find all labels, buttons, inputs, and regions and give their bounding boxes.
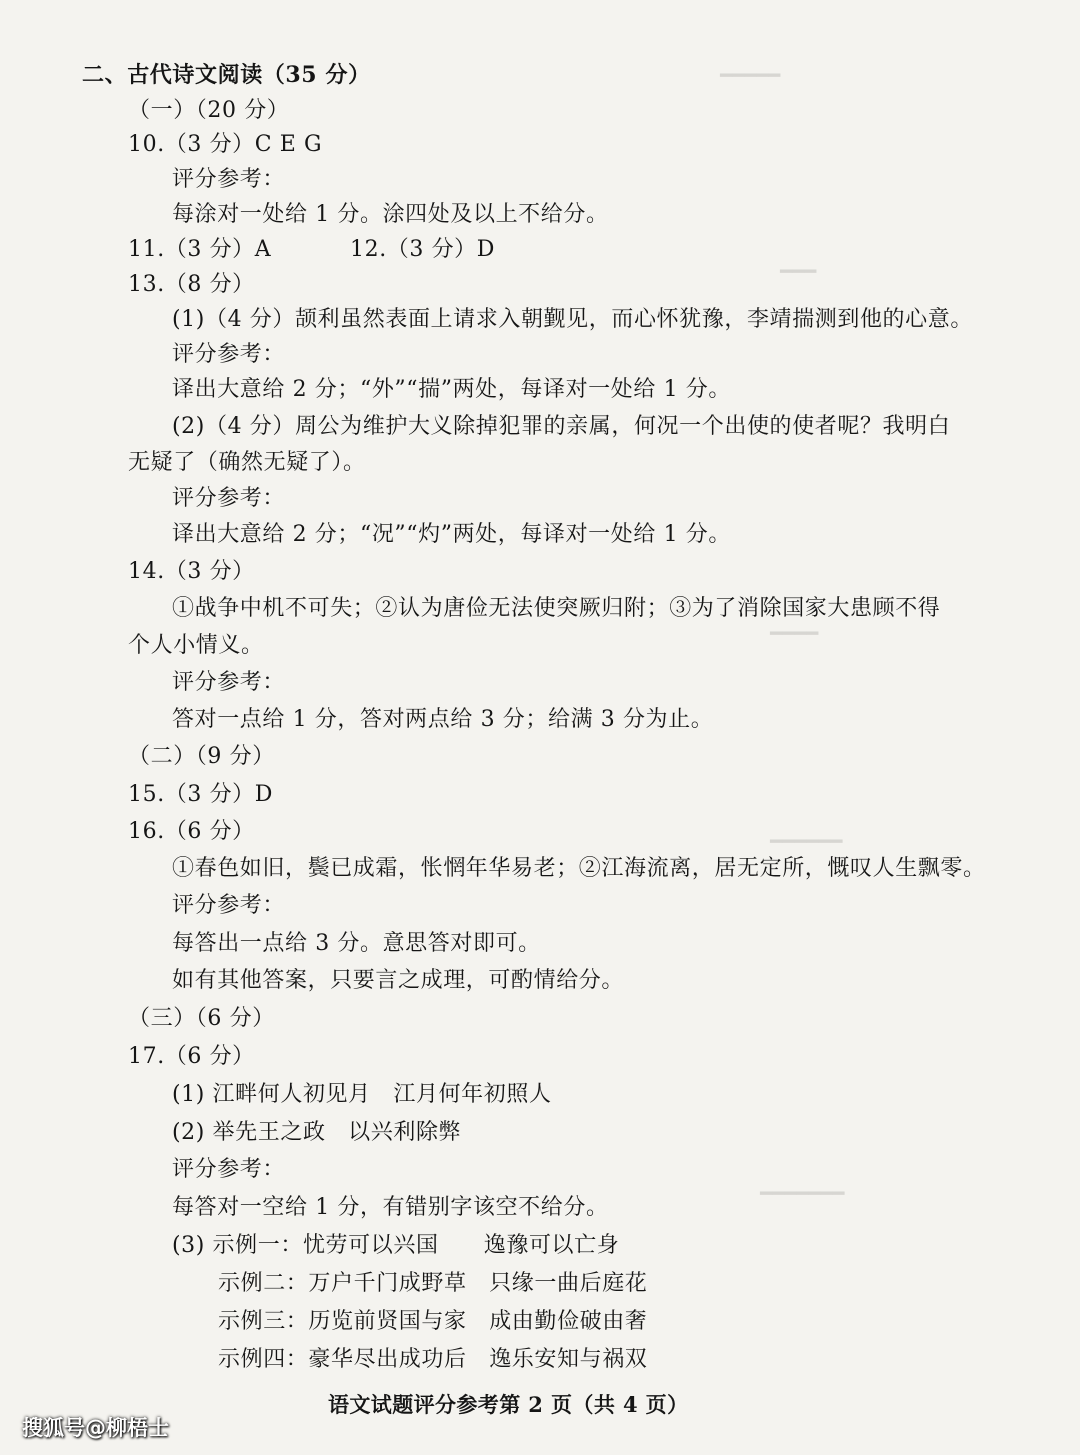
question-17-example-2: 示例二：万户千门成野草 只缘一曲后庭花 (218, 1271, 648, 1296)
question-10-answer: 10.（3 分）C E G (128, 132, 323, 157)
scoring-note: 每答出一点给 3 分。意思答对即可。 (172, 931, 541, 956)
scoring-note: 答对一点给 1 分，答对两点给 3 分；给满 3 分为止。 (172, 707, 714, 732)
question-13-heading: 13.（8 分） (128, 272, 255, 297)
scoring-reference-label: 评分参考： (172, 342, 286, 367)
scoring-note: 译出大意给 2 分；“况”“灼”两处，每译对一处给 1 分。 (172, 522, 731, 547)
question-17-example-1: (3) 示例一：忧劳可以兴国 逸豫可以亡身 (172, 1233, 620, 1258)
question-14-answer: ①战争中机不可失；②认为唐俭无法使突厥归附；③为了消除国家大患顾不得 (172, 596, 941, 621)
scoring-reference-label: 评分参考： (172, 167, 286, 192)
scoring-reference-label: 评分参考： (172, 1157, 286, 1182)
scoring-reference-label: 评分参考： (172, 486, 286, 511)
part-heading: （三）（6 分） (128, 1006, 275, 1031)
page-footer: 语文试题评分参考第 2 页（共 4 页） (328, 1392, 689, 1417)
scoring-note: 译出大意给 2 分；“外”“揣”两处，每译对一处给 1 分。 (172, 377, 731, 402)
section-title: 二、古代诗文阅读（35 分） (82, 62, 371, 88)
bleed-through-text: ━━━━━━ (770, 829, 843, 853)
question-11-answer: 11.（3 分）A (128, 237, 272, 262)
question-14-heading: 14.（3 分） (128, 559, 255, 584)
scoring-note: 每答对一空给 1 分，有错别字该空不给分。 (172, 1195, 609, 1220)
bleed-through-text: ━━━━━ (720, 63, 781, 87)
part-heading: （二）（9 分） (128, 744, 275, 769)
scoring-reference-label: 评分参考： (172, 893, 286, 918)
question-17-heading: 17.（6 分） (128, 1044, 255, 1069)
bleed-through-text: ━━━━━━━ (760, 1181, 845, 1205)
question-16-heading: 16.（6 分） (128, 819, 255, 844)
question-16-answer: ①春色如旧，鬓已成霜，怅惘年华易老；②江海流离，居无定所，慨叹人生飘零。 (172, 856, 986, 881)
part-heading: （一）（20 分） (128, 98, 290, 123)
question-17-answer-2: (2) 举先王之政 以兴利除弊 (172, 1120, 462, 1145)
watermark: 搜狐号@柳梧士 (22, 1416, 169, 1440)
question-15-answer: 15.（3 分）D (128, 782, 274, 807)
question-17-example-4: 示例四：豪华尽出成功后 逸乐安知与祸双 (218, 1347, 648, 1372)
question-17-answer-1: (1) 江畔何人初见月 江月何年初照人 (172, 1082, 552, 1107)
question-13-answer-2: (2)（4 分）周公为维护大义除掉犯罪的亲属，何况一个出使的使者呢？我明白 (172, 414, 951, 439)
question-13-answer-2-cont: 无疑了（确然无疑了）。 (128, 450, 366, 475)
question-12-answer: 12.（3 分）D (350, 237, 496, 262)
question-17-example-3: 示例三：历览前贤国与家 成由勤俭破由奢 (218, 1309, 648, 1334)
scoring-reference-label: 评分参考： (172, 670, 286, 695)
scoring-note: 每涂对一处给 1 分。涂四处及以上不给分。 (172, 202, 609, 227)
question-14-answer-cont: 个人小情义。 (128, 633, 264, 658)
scoring-note: 如有其他答案，只要言之成理，可酌情给分。 (172, 968, 625, 993)
bleed-through-text: ━━━ (780, 259, 817, 283)
question-13-answer-1: (1)（4 分）颉利虽然表面上请求入朝觐见，而心怀犹豫，李靖揣测到他的心意。 (172, 307, 973, 332)
bleed-through-text: ━━━━ (770, 621, 819, 645)
